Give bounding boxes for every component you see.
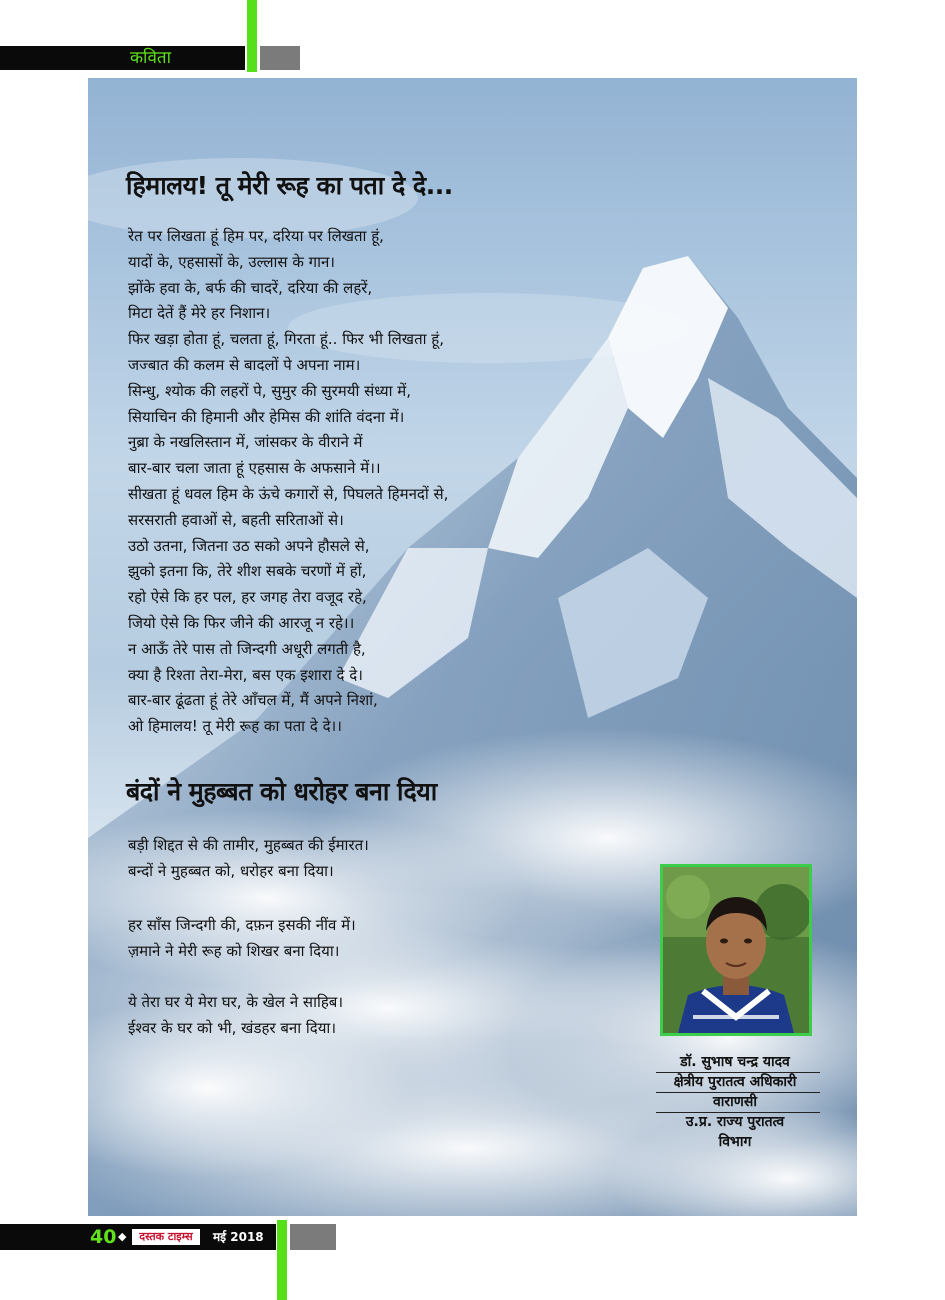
- poem1-title: हिमालय! तू मेरी रूह का पता दे दे...: [126, 171, 453, 200]
- poem-line: नुब्रा के नखलिस्तान में, जांसकर के वीराने में: [128, 433, 363, 452]
- poem-line: फिर खड़ा होता हूं, चलता हूं, गिरता हूं.. फिर भी लिखता हूं,: [128, 330, 445, 349]
- poem-line: जज्बात की कलम से बादलों पे अपना नाम।: [128, 355, 361, 374]
- poem-line: बार-बार ढूंढता हूं तेरे आँचल में, मैं अपने निशां,: [128, 691, 378, 710]
- poem-line: सियाचिन की हिमानी और हेमिस की शांति वंदना में।: [128, 407, 405, 426]
- poem-line: हर साँस जिन्दगी की, दफ़न इसकी नींव में।: [128, 916, 356, 934]
- poem-line: क्या है रिश्ता तेरा-मेरा, बस एक इशारा दे दे।: [128, 665, 363, 684]
- issue-date: मई 2018: [213, 1230, 264, 1244]
- caption-rule: [656, 1072, 820, 1073]
- header-bar: [0, 46, 245, 70]
- magazine-logo: दस्तक टाइम्स: [132, 1229, 200, 1245]
- poem-line: रहो ऐसे कि हर पल, हर जगह तेरा वजूद रहे,: [128, 588, 367, 607]
- footer-accent-gray: [290, 1224, 336, 1250]
- poem-line: झुको इतना कि, तेरे शीश सबके चरणों में हों,: [128, 562, 367, 581]
- poem1-body: [128, 224, 448, 740]
- author-portrait-image: [663, 867, 809, 1033]
- page-number: 40: [90, 1226, 117, 1248]
- author-designation: क्षेत्रीय पुरातत्व अधिकारी: [673, 1074, 797, 1090]
- section-label: कविता: [130, 48, 172, 68]
- author-city: वाराणसी: [713, 1094, 757, 1110]
- poem-line: जियो ऐसे कि फिर जीने की आरजू न रहे।।: [128, 613, 355, 632]
- poem-line: बड़ी शिद्दत से की तामीर, मुहब्बत की ईमारत।: [128, 836, 369, 854]
- poem-line: न आऊँ तेरे पास तो जिन्दगी अधूरी लगती है,: [128, 639, 366, 658]
- author-department: उ.प्र. राज्य पुरातत्व: [685, 1114, 785, 1130]
- poem-line: सीखता हूं धवल हिम के ऊंचे कगारों से, पिघलते हिमनदों से,: [128, 484, 449, 503]
- caption-rule: [656, 1092, 820, 1093]
- poem-line: उठो उतना, जितना उठ सको अपने हौसले से,: [128, 536, 370, 555]
- poem2-stanza-3: [128, 989, 343, 1041]
- poem-panel: [88, 78, 857, 1216]
- author-department-cont: विभाग: [718, 1134, 752, 1150]
- header-accent-gray: [260, 46, 300, 70]
- poem-line: ज़माने ने मेरी रूह को शिखर बना दिया।: [128, 942, 340, 960]
- poem-line: झोंके हवा के, बर्फ की चादरें, दरिया की लहरें,: [128, 278, 373, 297]
- poem2-title: बंदों ने मुहब्बत को धरोहर बना दिया: [126, 777, 437, 806]
- diamond-bullet-icon: ◆: [118, 1230, 127, 1243]
- header-accent-green: [247, 0, 257, 72]
- poem-line: रेत पर लिखता हूं हिम पर, दरिया पर लिखता हूं,: [128, 227, 384, 245]
- poem-line: ये तेरा घर ये मेरा घर, के खेल ने साहिब।: [128, 993, 344, 1011]
- poem-line: मिटा देतें हैं मेरे हर निशान।: [128, 304, 271, 323]
- poem-line: सरसराती हवाओं से, बहती सरिताओं से।: [128, 510, 344, 529]
- poem2-stanza-2: [128, 912, 356, 964]
- poem-line: सिन्धु, श्योक की लहरों पे, सुमुर की सुरमयी संध्या में,: [128, 381, 411, 400]
- poem-line: बन्दों ने मुहब्बत को, धरोहर बना दिया।: [128, 862, 334, 880]
- author-name: डॉ. सुभाष चन्द्र यादव: [680, 1054, 790, 1070]
- poem-line: यादों के, एहसासों के, उल्लास के गान।: [128, 252, 335, 271]
- poem2-stanza-1: [128, 832, 369, 884]
- author-caption: [650, 1052, 820, 1152]
- caption-rule: [656, 1112, 820, 1113]
- poem-line: ओ हिमालय! तू मेरी रूह का पता दे दे।।: [128, 717, 342, 736]
- poem-line: बार-बार चला जाता हूं एहसास के अफसाने में।।: [128, 459, 381, 478]
- poem-line: ईश्वर के घर को भी, खंडहर बना दिया।: [128, 1019, 337, 1037]
- author-photo: [660, 864, 812, 1036]
- footer-accent-green: [277, 1220, 287, 1300]
